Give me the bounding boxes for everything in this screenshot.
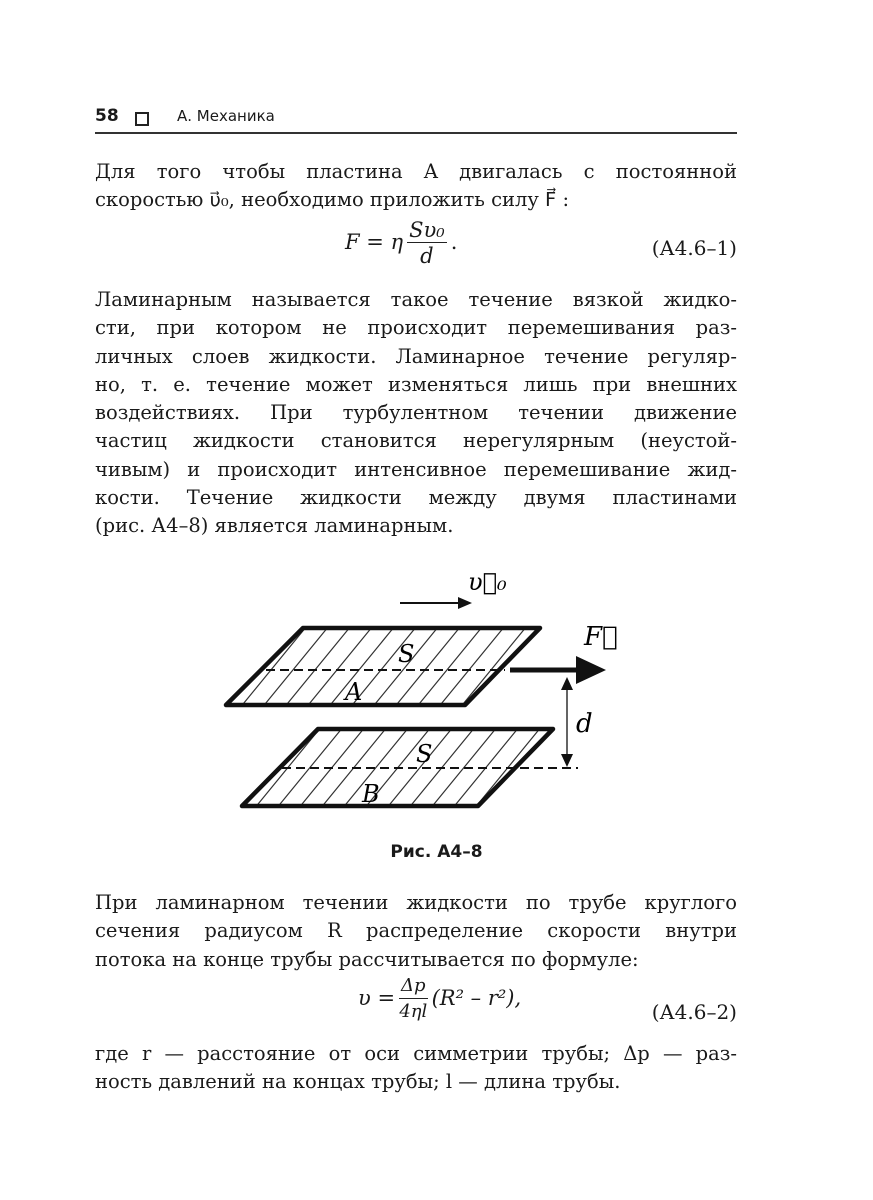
plate-b-hatching: [223, 710, 577, 820]
text-line: При ламинарном течении жидкости по трубе круглого: [95, 891, 737, 914]
eq-lhs: υ =: [358, 986, 396, 1010]
equation-2-number: (А4.6–2): [651, 1000, 737, 1024]
text-line: чивым) и происходит интенсивное перемешивание жид-: [95, 457, 737, 481]
text-line: Ламинарным называется такое течение вязкой жидко-: [95, 288, 737, 311]
text-line: (рис. А4–8) является ламинарным.: [95, 514, 454, 538]
section-title: А. Механика: [177, 107, 275, 125]
eq-lhs: F = η: [345, 230, 404, 254]
text-line: Для того чтобы пластина A двигалась с постоянной: [95, 160, 737, 183]
eq-denominator: 4ηl: [399, 1001, 428, 1022]
text-line: сти, при котором не происходит перемешивания раз-: [95, 316, 737, 340]
distance-arrowhead-bottom: [561, 754, 573, 767]
paragraph-3: [95, 889, 737, 974]
eq-numerator: Δp: [399, 974, 428, 999]
label-B: B: [362, 780, 380, 808]
eq-tail: .: [450, 230, 458, 254]
text-line: сечения радиусом R распределение скорости внутри: [95, 919, 737, 943]
text-line: воздействиях. При турбулентном течении движение: [95, 401, 737, 425]
eq-denominator: d: [420, 244, 434, 268]
paragraph-4: [95, 1040, 737, 1097]
text-line: где r — расстояние от оси симметрии трубы; Δp — раз-: [95, 1042, 737, 1065]
equation-1-number: (А4.6–1): [651, 236, 737, 260]
distance-arrowhead-top: [561, 677, 573, 690]
text-line: частиц жидкости становится нерегулярным (неустой-: [95, 429, 737, 453]
label-S-bottom: S: [416, 740, 433, 768]
page-number: 58: [95, 106, 119, 126]
eq-numerator: Sυ₀: [409, 218, 445, 242]
label-A: A: [345, 678, 363, 706]
text-line: ность давлений на концах трубы; l — длина трубы.: [95, 1070, 621, 1094]
label-F: F⃗: [584, 622, 618, 652]
label-d: d: [576, 709, 593, 739]
text-line: личных слоев жидкости. Ламинарное течение регуляр-: [95, 344, 737, 368]
label-v0: υ⃗₀: [468, 568, 507, 596]
text-line: скоростью υ⃗₀, необходимо приложить силу F⃗ :: [95, 188, 570, 212]
figure-caption: Рис. А4–8: [390, 842, 483, 862]
equation-2: [358, 974, 521, 1025]
force-arrowhead: [576, 656, 606, 684]
label-S-top: S: [398, 640, 415, 668]
text-line: кости. Течение жидкости между двумя пластинами: [95, 486, 737, 510]
text-line: потока на конце трубы рассчитывается по формуле:: [95, 947, 639, 971]
velocity-arrowhead: [458, 597, 472, 609]
text-line: но, т. е. течение может изменяться лишь при внешних: [95, 372, 737, 396]
eq-tail: (R² – r²),: [431, 986, 522, 1010]
